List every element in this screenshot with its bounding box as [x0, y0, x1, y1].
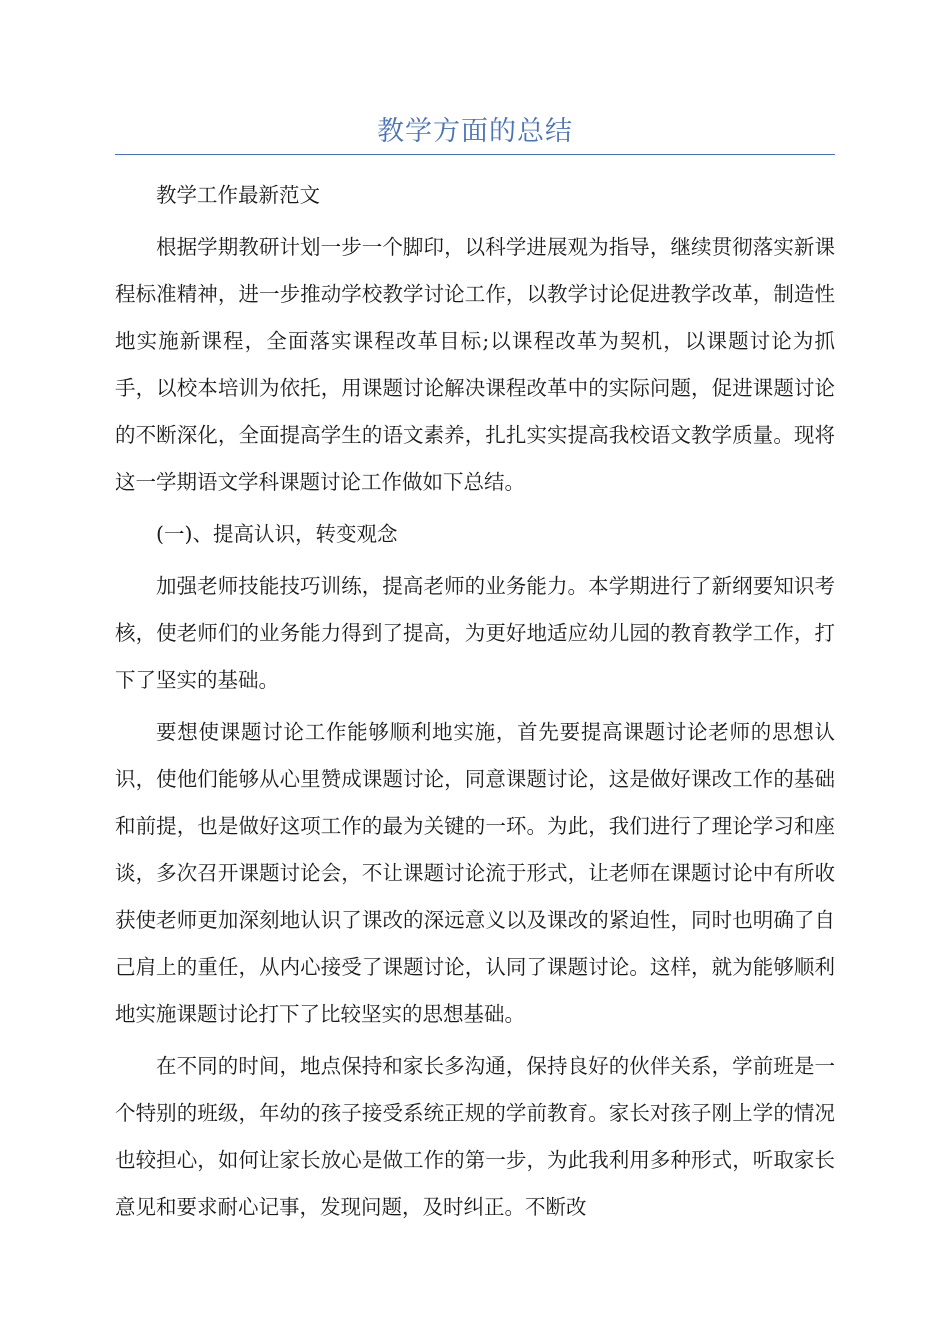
section-heading: (一)、提高认识，转变观念 — [156, 522, 398, 546]
document-title: 教学方面的总结 — [377, 116, 573, 147]
paragraph-subtitle: 教学工作最新范文 — [156, 183, 320, 207]
title-underline — [115, 154, 835, 155]
paragraph-research: 要想使课题讨论工作能够顺利地实施，首先要提高课题讨论老师的思想认识，使他们能够从心里赞成课题讨论，同意课题讨论，这是做好课改工作的基础和前提，也是做好这项工作的最为关键的一环。为此，我们进行了理论学习和座谈，多次召开课题讨论会，不让课题讨论流于形式，让老师在课题讨论中有所收获使老师更加深刻地认识了课改的深远意义以及课改的紧迫性，同时也明确了自己肩上的重任，从内心接受了课题讨论，认同了课题讨论。这样，就为能够顺利地实施课题讨论打下了比较坚实的思想基础。 — [115, 720, 835, 1026]
document-body — [115, 172, 835, 1236]
paragraph-parents: 在不同的时间，地点保持和家长多沟通，保持良好的伙伴关系，学前班是一个特别的班级，年幼的孩子接受系统正规的学前教育。家长对孩子刚上学的情况也较担心，如何让家长放心是做工作的第一步，为此我利用多种形式，听取家长意见和要求耐心记事，发现问题，及时纠正。不断改 — [115, 1054, 835, 1219]
paragraph-intro: 根据学期教研计划一步一个脚印，以科学进展观为指导，继续贯彻落实新课程标准精神，进一步推动学校教学讨论工作，以教学讨论促进教学改革，制造性地实施新课程，全面落实课程改革目标;以课程改革为契机，以课题讨论为抓手，以校本培训为依托，用课题讨论解决课程改革中的实际问题，促进课题讨论的不断深化，全面提高学生的语文素养，扎扎实实提高我校语文教学质量。现将这一学期语文学科课题讨论工作做如下总结。 — [115, 235, 835, 494]
paragraph-training: 加强老师技能技巧训练，提高老师的业务能力。本学期进行了新纲要知识考核，使老师们的业务能力得到了提高，为更好地适应幼儿园的教育教学工作，打下了坚实的基础。 — [115, 574, 835, 692]
